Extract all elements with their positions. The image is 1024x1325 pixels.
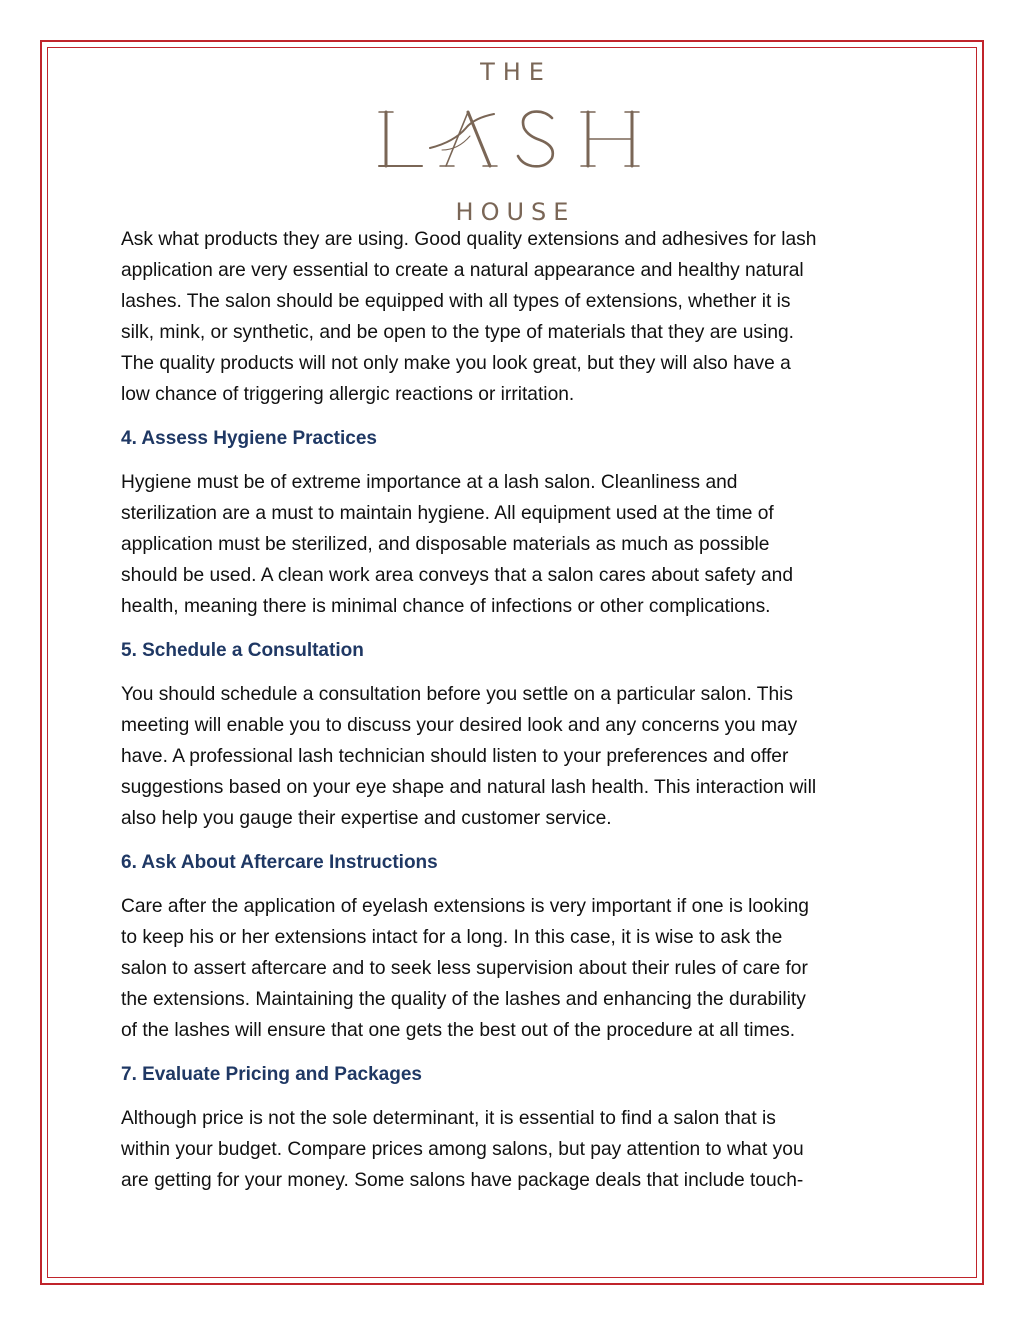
text-line: sterilization are a must to maintain hygiene. All equipment used at the time of: [121, 503, 774, 524]
intro-paragraph: [121, 224, 911, 410]
section-heading-aftercare: 6. Ask About Aftercare Instructions: [121, 852, 438, 873]
text-line: Hygiene must be of extreme importance at a lash salon. Cleanliness and: [121, 472, 738, 493]
text-line: Care after the application of eyelash extensions is very important if one is looking: [121, 896, 809, 917]
pricing-paragraph: [121, 1103, 911, 1196]
the-lash-house-logo: [362, 56, 662, 226]
section-heading-consultation: 5. Schedule a Consultation: [121, 640, 364, 661]
text-line: The quality products will not only make you look great, but they will also have a: [121, 353, 791, 374]
text-line: should be used. A clean work area conveys that a salon cares about safety and: [121, 565, 793, 586]
text-line: silk, mink, or synthetic, and be open to the type of materials that they are using.: [121, 322, 794, 343]
text-line: Although price is not the sole determinant, it is essential to find a salon that is: [121, 1108, 776, 1129]
text-line: health, meaning there is minimal chance of infections or other complications.: [121, 596, 771, 617]
text-line: suggestions based on your eye shape and natural lash health. This interaction will: [121, 777, 817, 798]
text-line: within your budget. Compare prices among salons, but pay attention to what you: [121, 1139, 804, 1160]
logo-bottom-text: HOUSE: [455, 198, 576, 226]
text-line: Ask what products they are using. Good quality extensions and adhesives for lash: [121, 229, 817, 250]
text-line: meeting will enable you to discuss your desired look and any concerns you may: [121, 715, 798, 736]
text-line: You should schedule a consultation before you settle on a particular salon. This: [121, 684, 794, 705]
text-line: low chance of triggering allergic reactions or irritation.: [121, 384, 575, 405]
logo-top-text: THE: [480, 58, 552, 86]
text-line: application are very essential to create a natural appearance and healthy natural: [121, 260, 804, 281]
logo-lash-wordmark: [362, 106, 662, 176]
article-body: [121, 224, 911, 1196]
text-line: have. A professional lash technician should listen to your preferences and offer: [121, 746, 789, 767]
text-line: of the lashes will ensure that one gets the best out of the procedure at all times.: [121, 1020, 796, 1041]
hygiene-paragraph: [121, 467, 911, 622]
text-line: also help you gauge their expertise and customer service.: [121, 808, 612, 829]
section-heading-pricing: 7. Evaluate Pricing and Packages: [121, 1064, 422, 1085]
section-heading-hygiene: 4. Assess Hygiene Practices: [121, 428, 377, 449]
text-line: salon to assert aftercare and to seek less supervision about their rules of care for: [121, 958, 808, 979]
text-line: are getting for your money. Some salons have package deals that include touch-: [121, 1170, 804, 1191]
text-line: application must be sterilized, and disposable materials as much as possible: [121, 534, 770, 555]
text-line: to keep his or her extensions intact for a long. In this case, it is wise to ask the: [121, 927, 783, 948]
text-line: the extensions. Maintaining the quality of the lashes and enhancing the durability: [121, 989, 806, 1010]
text-line: lashes. The salon should be equipped with all types of extensions, whether it is: [121, 291, 791, 312]
consultation-paragraph: [121, 679, 911, 834]
aftercare-paragraph: [121, 891, 911, 1046]
